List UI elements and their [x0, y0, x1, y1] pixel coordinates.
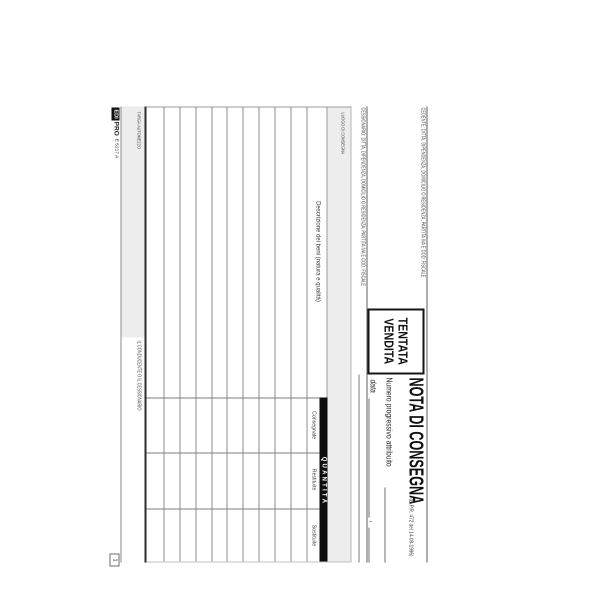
date-fill-line [368, 398, 369, 517]
targa-label: TARGA AUTOMEZZO [135, 111, 140, 149]
publisher-logo-black: EDI [112, 109, 118, 119]
quantity-column-label: Consegnate [310, 410, 316, 439]
quantity-column-cell [307, 507, 319, 562]
date-fill-line-2 [368, 527, 369, 562]
date-label: data [368, 379, 377, 393]
table-row-line [163, 106, 164, 562]
luogo-band [326, 106, 351, 562]
table-row-line [242, 106, 243, 562]
page-number-box [109, 553, 119, 566]
luogo-label: LUOGO DI CONSEGNA [339, 112, 344, 154]
quantity-column-cell [307, 452, 319, 507]
sale-type-line1: TENTATA [395, 317, 410, 365]
progressive-number-line [384, 487, 385, 562]
header-extra-line [358, 374, 359, 562]
bottom-strip-border [120, 106, 121, 562]
publisher-logo [111, 107, 119, 158]
table-row-line [211, 106, 212, 562]
quantity-column-cell [307, 397, 319, 452]
form-subtitle: (D.P.R. 472 del 14-08-1996) [407, 498, 413, 557]
publisher-logo-rest: PRO [112, 121, 119, 136]
quantity-column-label: Restituite [310, 468, 316, 491]
cessionario-label: CESSIONARIO: DITTA, DIPENDENZA, DOMICILIO O RESIDENZA, PARTITA IVA E COD. FISCALE [359, 107, 365, 286]
page-number: 1 [111, 557, 117, 562]
progressive-number-label: Numero progressivo attribuito [384, 377, 394, 467]
table-row-line [274, 106, 275, 562]
date-separator: , [368, 520, 377, 523]
description-header: Descrizione dei beni (natura e qualità) [314, 200, 321, 302]
table-row-line [258, 106, 259, 562]
form-title: NOTA DI CONSEGNA [404, 377, 426, 504]
table-row-line [306, 106, 307, 562]
quantity-header-label: QUANTITÀ [320, 456, 326, 505]
firma-label: IL CONDUCENTE O IL CESSIONARIO [135, 340, 141, 410]
quantity-column-line [146, 508, 319, 509]
targa-cell [121, 106, 144, 337]
quantity-header-bar [319, 397, 327, 562]
cedente-label: CEDENTE: DITTA, DIPENDENZA, DOMICILIO O RESIDENZA, PARTITA IVA E COD. FISCALE [419, 107, 425, 277]
table-row-line [179, 106, 180, 562]
table-right-border [120, 561, 351, 562]
quantity-column-label: Sostituite [310, 523, 316, 546]
firma-cell [121, 337, 144, 562]
table-left-border [120, 106, 351, 107]
quantity-column-line [146, 452, 319, 453]
table-row-line [195, 106, 196, 562]
quantity-column-line [146, 397, 319, 398]
table-row-line [290, 106, 291, 562]
sale-type-line2: VENDITA [381, 318, 396, 364]
table-row-line [227, 106, 228, 562]
publisher-code: E 5217 A [113, 138, 118, 158]
sale-type-box [367, 308, 424, 374]
